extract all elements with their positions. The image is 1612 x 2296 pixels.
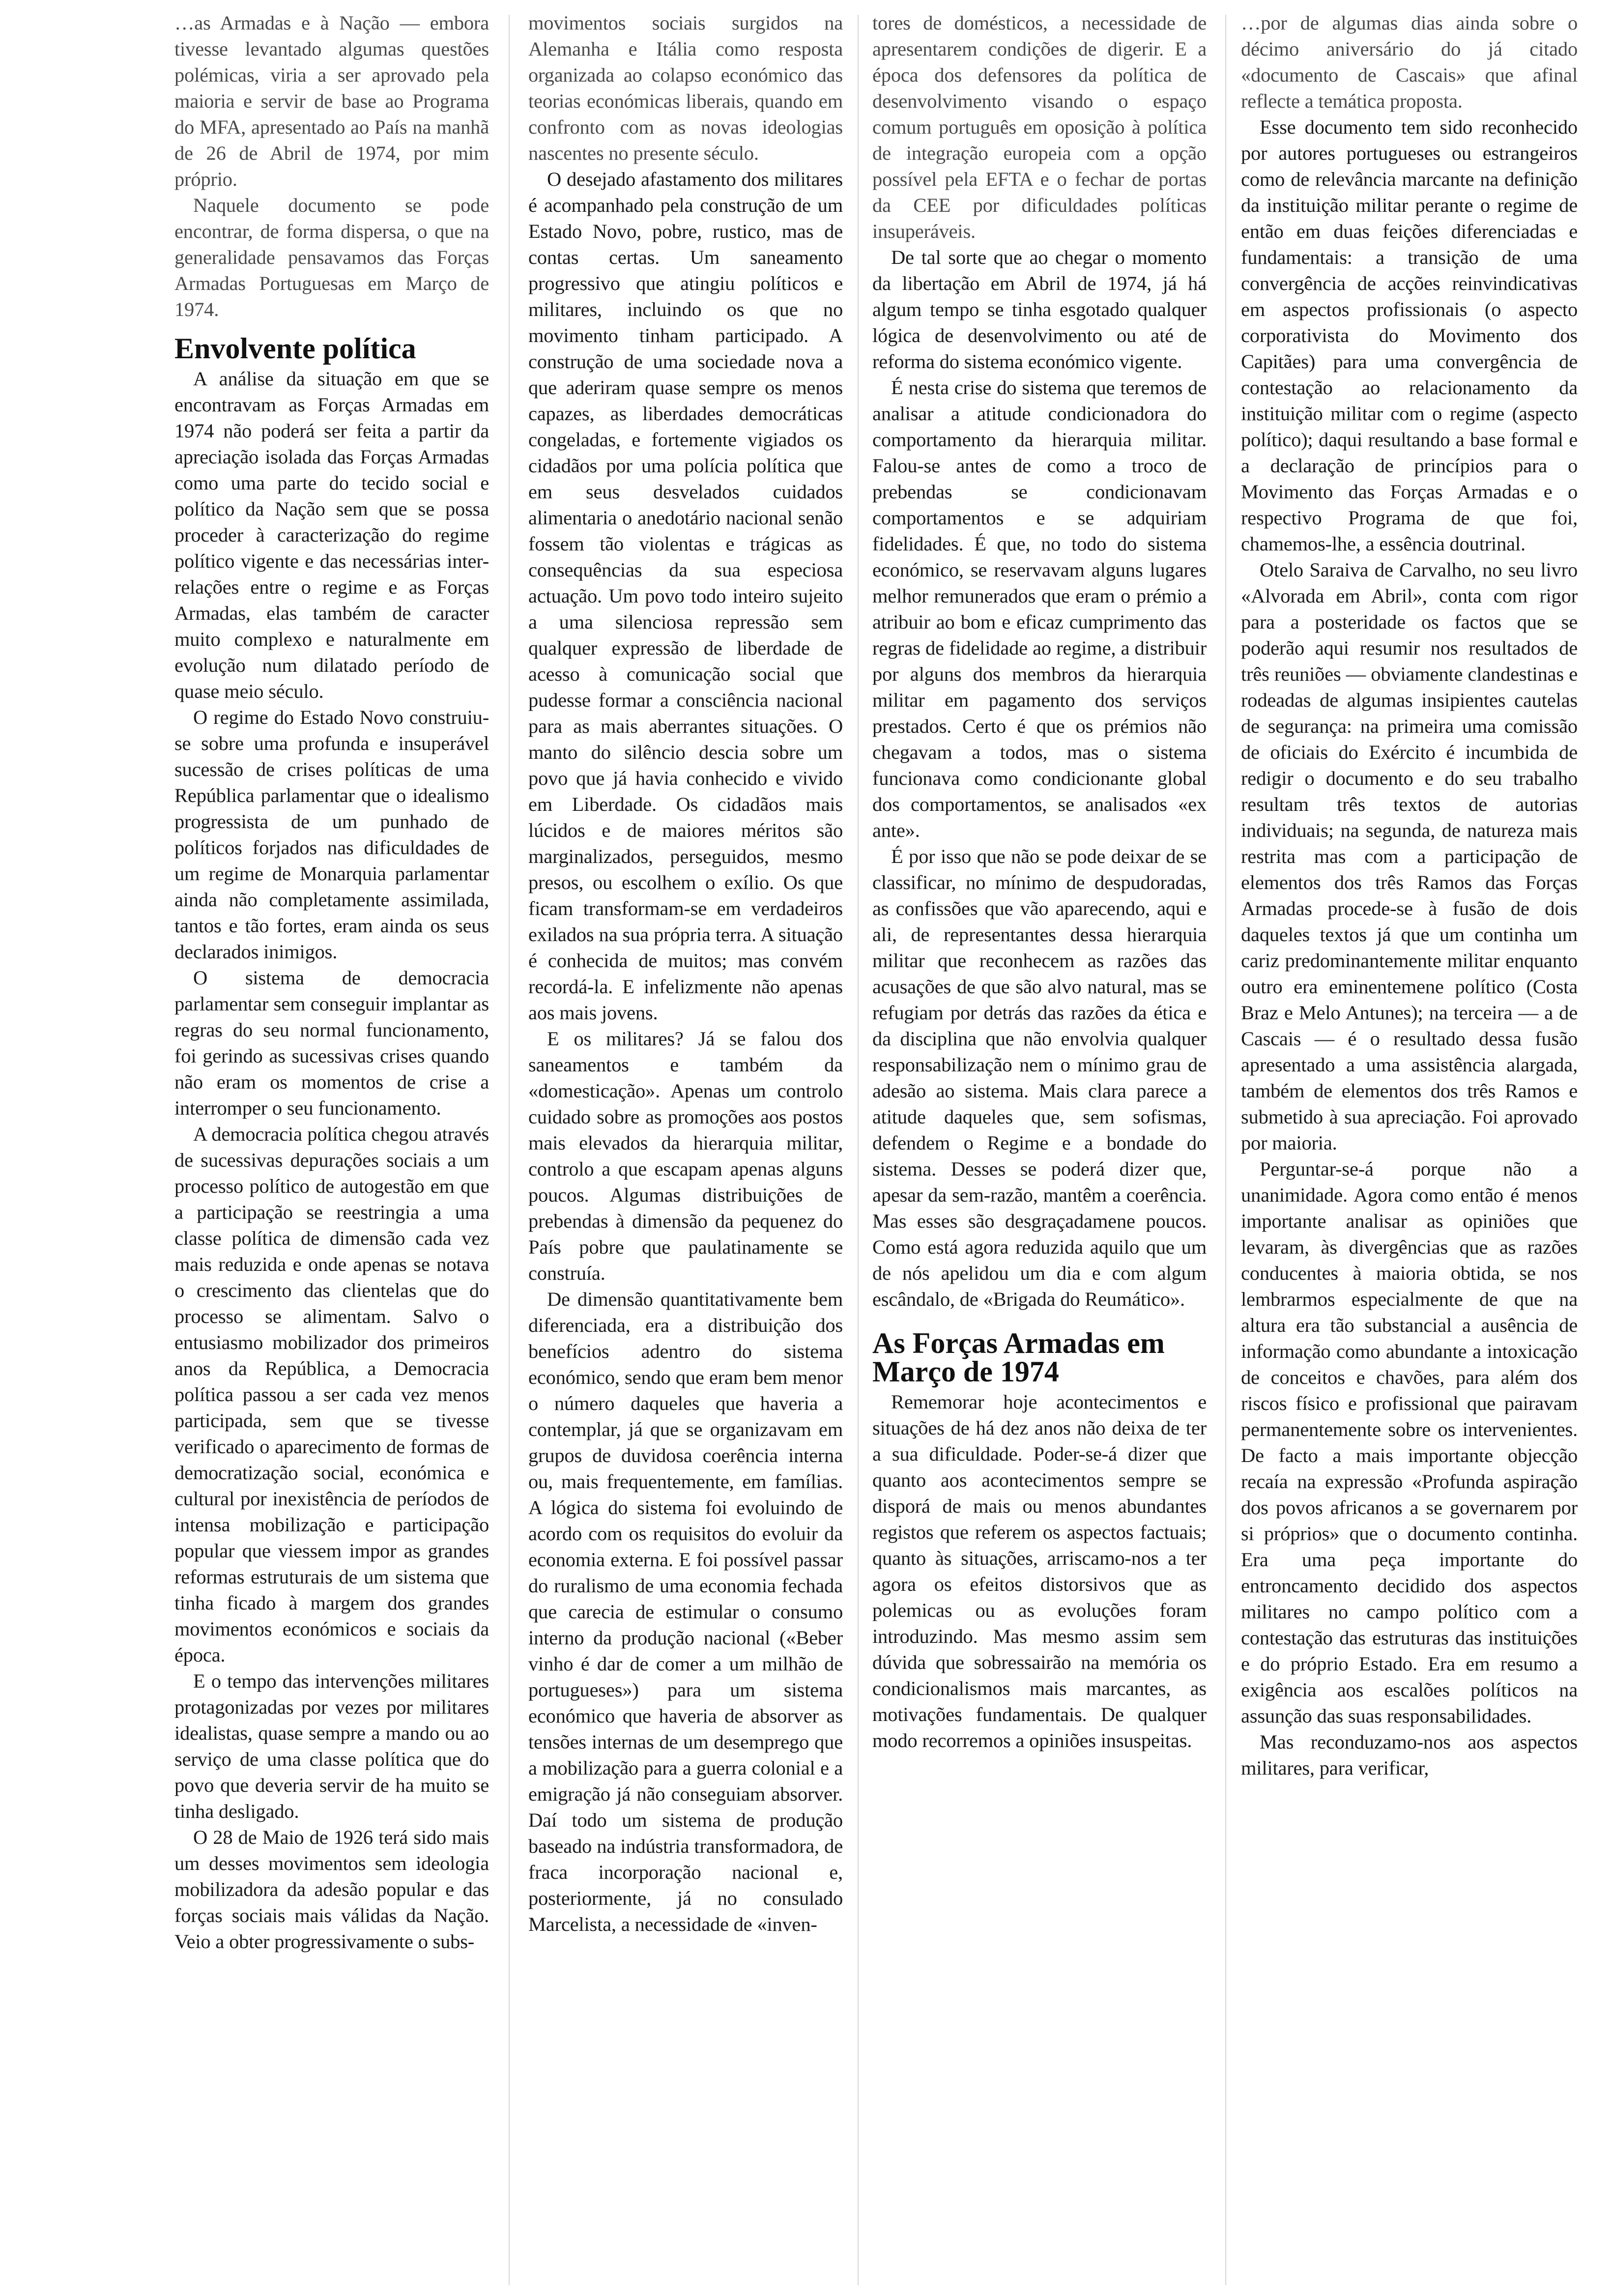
column-rule [858, 15, 859, 2285]
paragraph: Esse documento tem sido reconhecido por autores portugueses ou estrangeiros como de relevância marcante na definição da instituição militar perante o regime de então em duas feições diferenciadas e fundamentais: a transição de uma convergência de acções reinvindicativas em aspectos profissionais (o aspecto corporativista do Movimento dos Capitães) para uma convergência de contestação ao relacionamento da instituição militar com o regime (aspecto político); daqui resultando a base formal e a declaração de princípios para o Movimento das Forças Armadas e o respectivo Programa de que foi, chamemos-lhe, a essência doutrinal. [1241, 116, 1578, 555]
paragraph: É nesta crise do sistema que teremos de analisar a atitude condicionadora do comportamento da hierarquia militar. Falou-se antes de como a troco de prebendas se condicionavam comportamentos e se adquiriam fidelidades. É que, no todo do sistema económico, se reservavam alguns lugares melhor remunerados que eram o prémio a atribuir ao bom e eficaz cumprimento das regras de fidelidade ao regime, a distribuir por alguns dos membros da hierarquia militar em pagamento dos serviços prestados. Certo é que os prémios não chegavam a todos, mas o sistema funcionava como condicionante global dos comportamentos, se analisados «ex ante». [872, 376, 1207, 841]
section-heading: As Forças Armadas em Março de 1974 [872, 1327, 1165, 1388]
article-column-2 [528, 10, 843, 2290]
paragraph: Otelo Saraiva de Carvalho, no seu livro «Alvorada em Abril», conta com rigor para a posteridade os factos que se poderão aqui resumir nos resultados de três reuniões — obviamente clandestinas e rodeadas de algumas insipientes cautelas de segurança: na primeira uma comissão de oficiais do Exército é incumbida de redigir o documento e do seu trabalho resultam três textos de autorias individuais; na segunda, de natureza mais restrita mas com a participação de elementos dos três Ramos das Forças Armadas procede-se à fusão de dois daqueles textos já que um continha um cariz predominantemente militar enquanto outro era eminentemene político (Costa Braz e Melo Antunes); na terceira — a de Cascais — é o resultado dessa fusão apresentado a uma assistência alargada, também de elementos dos três Ramos e submetido à sua apreciação. Foi aprovado por maioria. [1241, 559, 1578, 1154]
paragraph: tores de domésticos, a necessidade de apresentarem condições de digerir. E a época dos defensores da política de desenvolvimento visando o espaço comum português em oposição à política de integração europeia com a opção possível pela EFTA e o fechar de portas da CEE por dificuldades políticas insuperáveis. [872, 12, 1207, 242]
paragraph: O sistema de democracia parlamentar sem conseguir implantar as regras do seu normal funcionamento, foi gerindo as sucessivas crises quando não eram os momentos de crise a interromper o seu funcionamento. [174, 967, 489, 1119]
article-column-4 [1241, 10, 1578, 2290]
column-rule [509, 15, 510, 2285]
paragraph: A democracia política chegou através de sucessivas depurações sociais a um processo político de autogestão em que a participação se reestringia a uma classe política de dimensão cada vez mais reduzida e onde apenas se notava o crescimento das clientelas que do processo se alimentam. Salvo o entusiasmo mobilizador dos primeiros anos da República, a Democracia política passou a ser cada vez menos participada, sem que se tivesse verificado o aparecimento de formas de democratização social, económica e cultural por inexistência de períodos de intensa mobilização e participação popular que viessem impor as grandes reformas estruturais de um sistema que tinha ficado à margem dos grandes movimentos económicos e sociais da época. [174, 1123, 489, 1666]
paragraph: movimentos sociais surgidos na Alemanha e Itália como resposta organizada ao colapso económico das teorias económicas liberais, quando em confronto com as novas ideologias nascentes no presente século. [528, 12, 843, 164]
paragraph: Mas reconduzamo-nos aos aspectos militares, para verificar, [1241, 1731, 1578, 1779]
paragraph: De tal sorte que ao chegar o momento da libertação em Abril de 1974, já há algum tempo se tinha esgotado qualquer lógica de desenvolvimento ou até de reforma do sistema económico vigente. [872, 246, 1207, 373]
paragraph: …por de algumas dias ainda sobre o décimo aniversário do já citado «documento de Cascais» que afinal reflecte a temática proposta. [1241, 12, 1578, 112]
paragraph: Rememorar hoje acontecimentos e situações de há dez anos não deixa de ter a sua dificuldade. Poder-se-á dizer que quanto aos acontecimentos sempre se disporá de mais ou menos abundantes registos que referem os aspectos factuais; quanto às situações, arriscamo-nos a ter agora os efeitos distorsivos que as polemicas ou as evoluções foram introduzindo. Mas mesmo assim sem dúvida que sobressairão na memória os condicionalismos mais marcantes, as motivações fundamentais. De qualquer modo recorremos a opiniões insuspeitas. [872, 1391, 1207, 1751]
paragraph: O desejado afastamento dos militares é acompanhado pela construção de um Estado Novo, pobre, rustico, mas de contas certas. Um saneamento progressivo que atingiu políticos e militares, incluindo os que no movimento tinham participado. A construção de uma sociedade nova a que aderiram quase sempre os menos capazes, as liberdades democráticas congeladas, e fortemente vigiados os cidadãos por uma polícia política que em seus desvelados cuidados alimentaria o anedotário nacional senão fossem tão violentas e trágicas as consequências da sua especiosa actuação. Um povo todo inteiro sujeito a uma silenciosa repressão sem qualquer expressão de liberdade de acesso à comunicação social que pudesse formar a consciência nacional para as mais aberrantes situações. O manto do silêncio descia sobre um povo que já havia conhecido e vivido em Liberdade. Os cidadãos mais lúcidos e de maiores méritos são marginalizados, perseguidos, mesmo presos, ou escolhem o exílio. Os que ficam transformam-se em verdadeiros exilados na sua própria terra. A situação é conhecida de muitos; mas convém recordá-la. E infelizmente não apenas aos mais jovens. [528, 168, 843, 1024]
paragraph: Perguntar-se-á porque não a unanimidade. Agora como então é menos importante analisar as opiniões que levaram, às divergências que as razões conducentes à maioria obtida, se nos lembrarmos especialmente de que na altura era tão substancial a ausência de informação como abundante a intoxicação de conceitos e chavões, para além dos riscos físico e profissional que pairavam permanentemente sobre os intervenientes. De facto a mais importante objecção recaía na expressão «Profunda aspiração dos povos africanos a se governarem por si próprios» que o documento continha. Era uma peça importante do entroncamento decidido dos aspectos militares no campo político com a contestação das estruturas das instituições e do próprio Estado. Era em resumo a exigência aos escalões políticos na assunção das suas responsabilidades. [1241, 1158, 1578, 1727]
paragraph: Naquele documento se pode encontrar, de forma dispersa, o que na generalidade pensavamos das Forças Armadas Portuguesas em Março de 1974. [174, 194, 489, 320]
column-rule [1225, 15, 1226, 2285]
paragraph: De dimensão quantitativamente bem diferenciada, era a distribuição dos benefícios adentro do sistema económico, sendo que eram bem menor o número daqueles que haveria a contemplar, já que se organizavam em grupos de duvidosa coerência interna ou, mais frequentemente, em famílias. A lógica do sistema foi evoluindo de acordo com os requisitos do evoluir da economia externa. E foi possível passar do ruralismo de uma economia fechada que carecia de estimular o consumo interno da produção nacional («Beber vinho é dar de comer a um milhão de portugueses») para um sistema económico que haveria de absorver as tensões internas de um desemprego que a mobilização para a guerra colonial e a emigração já não conseguiam absorver. Daí todo um sistema de produção baseado na indústria transformadora, de fraca incorporação nacional e, posteriormente, já no consulado Marcelista, a necessidade de «inven- [528, 1288, 843, 1935]
paragraph: E os militares? Já se falou dos saneamentos e também da «domesticação». Apenas um controlo cuidado sobre as promoções aos postos mais elevados da hierarquia militar, controlo a que escapam apenas alguns poucos. Algumas distribuições de prebendas à dimensão da pequenez do País pobre que paulatinamente se construía. [528, 1028, 843, 1284]
paragraph: …as Armadas e à Nação — embora tivesse levantado algumas questões polémicas, viria a ser aprovado pela maioria e servir de base ao Programa do MFA, apresentado ao País na manhã de 26 de Abril de 1974, por mim próprio. [174, 12, 489, 190]
section-heading: Envolvente política [174, 332, 416, 365]
article-column-3 [872, 10, 1207, 2290]
article-column-1 [174, 10, 489, 2290]
paragraph: O 28 de Maio de 1926 terá sido mais um desses movimentos sem ideologia mobilizadora da adesão popular e das forças sociais mais válidas da Nação. Veio a obter progressivamente o subs- [174, 1826, 489, 1952]
paragraph: E o tempo das intervenções militares protagonizadas por vezes por militares idealistas, quase sempre a mando ou ao serviço de uma classe política que do povo que deveria servir de ha muito se tinha desligado. [174, 1670, 489, 1822]
paragraph: É por isso que não se pode deixar de se classificar, no mínimo de despudoradas, as confissões que vão aparecendo, aqui e ali, de representantes dessa hierarquia militar que reconhecem as razões das acusações de que são alvo natural, mas se refugiam por detrás das razões da ética e da disciplina que não envolvia qualquer responsabilização nem o mínimo grau de adesão ao sistema. Mais clara parece a atitude daqueles que, sem sofismas, defendem o Regime e a bondade do sistema. Desses se poderá dizer que, apesar da sem-razão, mantêm a coerência. Mas esses são desgraçadamene poucos. Como está agora reduzida aquilo que um de nós apelidou um dia e com algum escândalo, de «Brigada do Reumático». [872, 845, 1207, 1310]
paragraph: A análise da situação em que se encontravam as Forças Armadas em 1974 não poderá ser feita a partir da apreciação isolada das Forças Armadas como uma parte do tecido social e político da Nação sem que se possa proceder à caracterização do regime político vigente e das necessárias inter-relações entre o regime e as Forças Armadas, elas também de caracter muito complexo e naturalmente em evolução num dilatado período de quase meio século. [174, 368, 489, 702]
paragraph: O regime do Estado Novo construiu-se sobre uma profunda e insuperável sucessão de crises políticas de uma República parlamentar que o idealismo progressista de um punhado de políticos forjados nas dificuldades de um regime de Monarquia parlamentar ainda não completamente assimilada, tantos e tão fortes, eram ainda os seus declarados inimigos. [174, 706, 489, 963]
